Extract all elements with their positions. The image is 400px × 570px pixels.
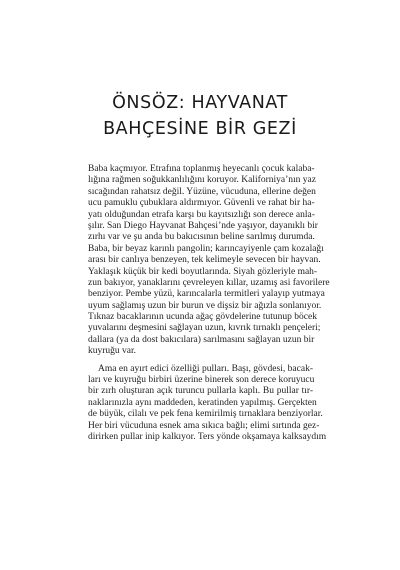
text-line: arası bir canlıya benzeyen, tek kelimeyle sevecen bir hayvan.: [88, 255, 321, 266]
text-line: Yaklaşık küçük bir kedi boyutlarında. Siyah gözleriyle mah-: [88, 266, 318, 277]
text-line: ları ve kuyruğu birbiri üzerine binerek son derece koruyucu: [88, 375, 315, 386]
text-line: lığına rağmen soğukkanlılığını koruyor. Kaliforniya’nın yaz: [88, 175, 316, 186]
text-line: de büyük, cilalı ve pek fena kemirilmiş tırnaklara benziyorlar.: [88, 409, 323, 420]
body-text: [88, 164, 330, 443]
chapter-title-line-2: BAHÇESİNE BİR GEZİ: [103, 119, 297, 139]
text-line: yatı olduğundan etrafa karşı bu kayıtsızlığı son derece anla-: [88, 209, 315, 220]
chapter-title: [0, 90, 400, 142]
text-line: sıcağından rahatsız değil. Yüzüne, vücuduna, ellerine değen: [88, 186, 316, 197]
text-line: şılır. San Diego Hayvanat Bahçesi’nde yaşıyor, dayanıklı bir: [88, 220, 318, 231]
paragraph-1: [88, 164, 330, 358]
text-line: Baba kaçmıyor. Etrafına toplanmış heyecanlı çocuk kalaba-: [88, 164, 315, 174]
text-line: dirirken pullar inip kalkıyor. Ters yönde okşamaya kalksaydım: [88, 431, 327, 442]
text-line: kuyruğu var.: [88, 346, 137, 357]
paragraph-2: [88, 363, 327, 444]
text-line: zırhı var ve şu anda bu bakıcısının beline sarılmış durumda.: [88, 232, 315, 243]
text-line: benziyor. Pembe yüzü, karıncalarla termitleri yalayıp yutmaya: [88, 289, 325, 300]
text-line: Her biri vücuduna esnek ama sıkıca bağlı; elimi sırtında gez-: [88, 420, 320, 431]
text-line: dallara (ya da dost bakıcılara) sarılmasını sağlayan uzun bir: [88, 334, 315, 345]
text-line: Ama en ayırt edici özelliği pulları. Başı, gövdesi, bacak-: [98, 363, 313, 374]
text-line: naklarınızla aynı maddeden, keratinden yapılmış. Gerçekten: [88, 397, 317, 408]
chapter-title-line-1: ÖNSÖZ: HAYVANAT: [112, 93, 288, 113]
text-line: Baba, bir beyaz karınlı pangolin; karıncayiyenle çam kozalağı: [88, 243, 324, 254]
text-line: bir zırh oluşturan açık turuncu pullarla kaplı. Bu pullar tır-: [88, 386, 313, 397]
text-line: Tıknaz bacaklarının ucunda ağaç gövdelerine tutunup böcek: [88, 312, 317, 323]
text-line: ucu pamuklu çubuklara aldırmıyor. Güvenli ve rahat bir ha-: [88, 198, 315, 209]
text-line: uyum sağlamış uzun bir burun ve dişsiz bir ağızla sonlanıyor.: [88, 300, 322, 311]
text-line: yuvalarını deşmesini sağlayan uzun, kıvrık tırnaklı pençeleri;: [88, 323, 321, 334]
text-line: zun bakıyor, yanaklarını çevreleyen kıllar, uzamış asi favorilere: [88, 277, 330, 288]
